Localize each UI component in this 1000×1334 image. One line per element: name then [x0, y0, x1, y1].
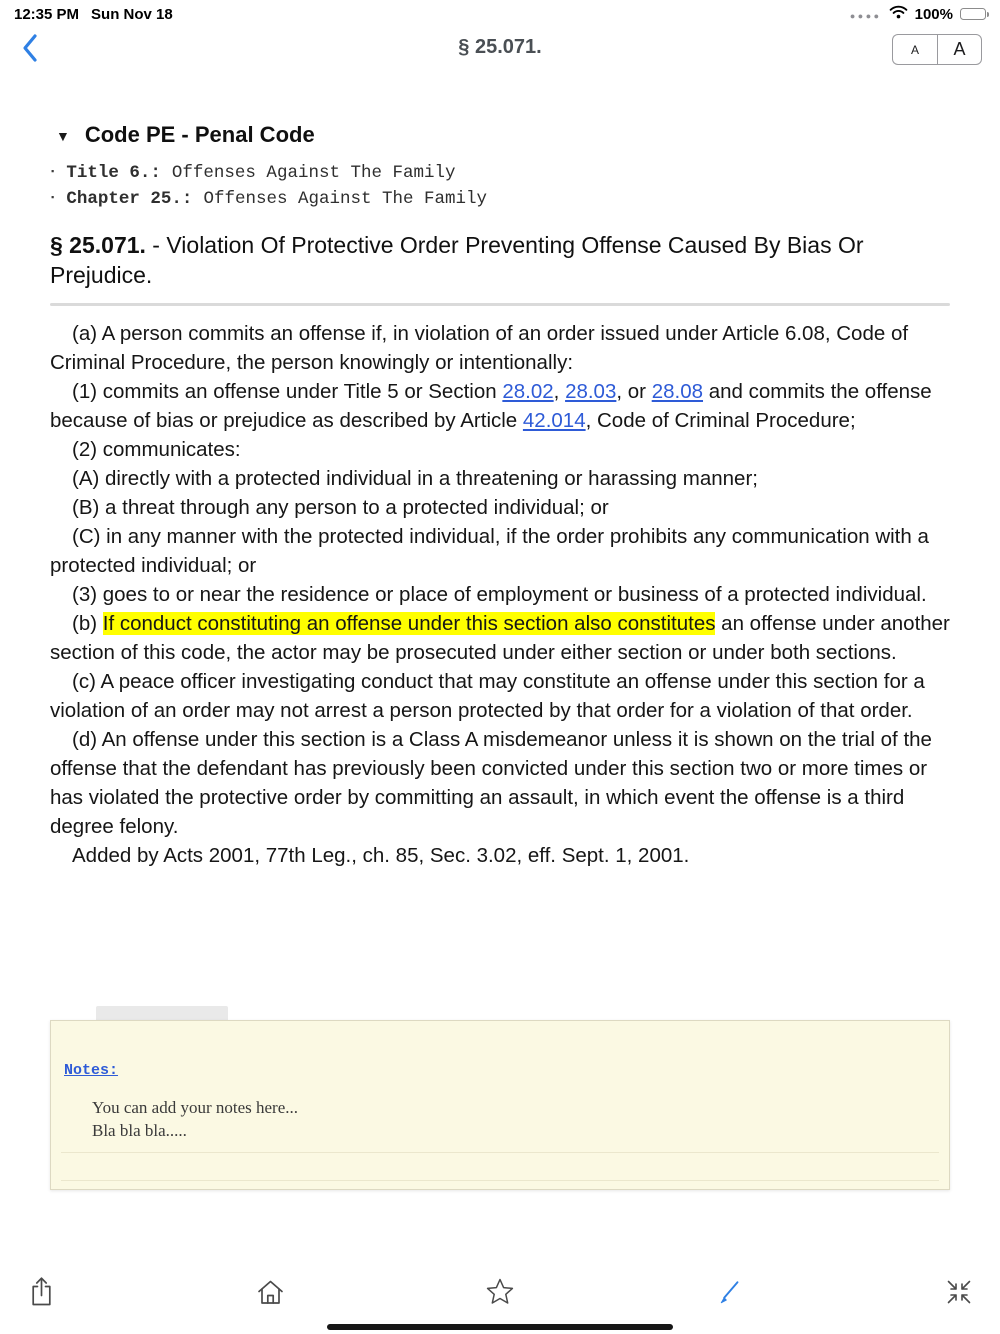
- bullet-icon: ▪: [50, 167, 56, 177]
- notes-lines: [92, 1096, 933, 1142]
- status-time: 12:35 PM: [14, 5, 80, 23]
- pen-icon: [717, 1279, 743, 1310]
- paragraph: [50, 377, 950, 435]
- star-icon: [485, 1277, 515, 1311]
- font-smaller-label: A: [910, 42, 919, 57]
- statute-link[interactable]: 42.014: [522, 409, 586, 432]
- paragraph: [50, 580, 950, 609]
- collapse-triangle-icon[interactable]: ▼: [56, 128, 70, 144]
- annotate-button[interactable]: [711, 1275, 749, 1313]
- notes-box[interactable]: [50, 1020, 950, 1190]
- back-button[interactable]: [12, 32, 46, 68]
- paragraph: [50, 725, 950, 841]
- collapse-button[interactable]: [940, 1275, 978, 1313]
- home-icon: [256, 1278, 285, 1311]
- document-view: [50, 122, 950, 1014]
- battery-percent: 100%: [914, 5, 953, 23]
- nav-bar: [0, 26, 1000, 90]
- note-line: You can add your notes here...: [92, 1098, 299, 1117]
- section-heading: [50, 230, 950, 290]
- bookmark-button[interactable]: [481, 1275, 519, 1313]
- breadcrumb-value: Offenses Against The Family: [171, 163, 456, 183]
- text-run: (a) A person commits an offense if, in violation of an order issued under Article 6.08, Code of Criminal Procedure, the person knowingly or intentionally:: [50, 322, 909, 374]
- status-right: [850, 5, 986, 23]
- document-body: [50, 319, 950, 870]
- status-date: Sun Nov 18: [91, 5, 173, 23]
- statute-link[interactable]: 28.03: [565, 380, 617, 403]
- font-larger-button[interactable]: [937, 34, 982, 65]
- section-title: - Violation Of Protective Order Preventing Offense Caused By Bias Or Prejudice.: [50, 232, 864, 288]
- text-run: (3) goes to or near the residence or place of employment or business of a protected individual.: [72, 583, 927, 606]
- wifi-icon: [889, 5, 908, 23]
- statute-link[interactable]: 28.02: [502, 380, 554, 403]
- breadcrumb[interactable]: [50, 187, 950, 213]
- battery-icon: [960, 8, 986, 21]
- text-run: (b): [72, 612, 103, 635]
- text-run: (A) directly with a protected individual in a threatening or harassing manner;: [72, 467, 758, 490]
- share-icon: [29, 1276, 54, 1312]
- font-smaller-button[interactable]: [892, 34, 937, 65]
- font-size-control: [892, 34, 982, 65]
- paragraph: [50, 435, 950, 464]
- home-button[interactable]: [252, 1275, 290, 1313]
- text-run: (c) A peace officer investigating conduct that may constitute an offense under this section for a violation of an order may not arrest a person protected by that order for a violation of that order.: [50, 670, 925, 722]
- text-run: (2) communicates:: [72, 438, 241, 461]
- text-run: and commits the offense because of bias or prejudice as described by Article: [50, 380, 932, 432]
- highlighted-text: If conduct constituting an offense under this section also constitutes: [102, 612, 716, 635]
- statute-link[interactable]: 28.08: [651, 380, 704, 403]
- notes-link[interactable]: Notes:: [64, 1062, 119, 1079]
- status-bar: [0, 0, 1000, 26]
- text-run: (1) commits an offense under Title 5 or Section: [72, 380, 503, 403]
- paragraph: [50, 841, 950, 870]
- text-run: (d) An offense under this section is a Class A misdemeanor unless it is shown on the trial of the offense that the defendant has previously been convicted under this section two or more times or has violated the protective order by committing an assault, in which event the offense is a third degree felony.: [50, 728, 932, 838]
- code-heading[interactable]: [56, 122, 950, 148]
- bullet-icon: ▪: [50, 193, 56, 203]
- code-heading-label: Code PE - Penal Code: [84, 122, 315, 147]
- breadcrumb[interactable]: [50, 161, 950, 187]
- text-run: ,: [553, 380, 566, 403]
- chevron-left-icon: [21, 33, 38, 68]
- notes-section: [50, 1020, 950, 1190]
- divider: [50, 303, 950, 306]
- note-line: Bla bla bla.....: [92, 1121, 187, 1140]
- paragraph: [50, 493, 950, 522]
- home-indicator[interactable]: [327, 1324, 673, 1330]
- note-rule: [61, 1180, 939, 1181]
- breadcrumb-label: Title 6.:: [66, 163, 161, 183]
- page-title: § 25.071.: [458, 36, 542, 58]
- breadcrumbs: [50, 161, 950, 213]
- breadcrumb-label: Chapter 25.:: [66, 189, 193, 209]
- paragraph: [50, 464, 950, 493]
- text-run: (B) a threat through any person to a protected individual; or: [72, 496, 609, 519]
- text-run: , Code of Criminal Procedure;: [585, 409, 856, 432]
- breadcrumb-value: Offenses Against The Family: [203, 189, 487, 209]
- share-button[interactable]: [22, 1275, 60, 1313]
- note-rule: [61, 1152, 939, 1153]
- text-run: (C) in any manner with the protected individual, if the order prohibits any communication with a protected individual; or: [50, 525, 929, 577]
- section-number: § 25.071.: [50, 232, 146, 258]
- cellular-signal-icon: ●●●●: [849, 11, 882, 21]
- paragraph: [50, 319, 950, 377]
- font-larger-label: A: [953, 39, 966, 59]
- collapse-arrows-icon: [946, 1279, 972, 1310]
- text-run: Added by Acts 2001, 77th Leg., ch. 85, Sec. 3.02, eff. Sept. 1, 2001.: [72, 844, 690, 867]
- paragraph: [50, 609, 950, 667]
- bottom-toolbar: [0, 1270, 1000, 1318]
- paragraph: [50, 522, 950, 580]
- text-run: an offense under another section of this code, the actor may be prosecuted under either section or under both sections.: [50, 612, 950, 664]
- status-left: [14, 6, 173, 23]
- text-run: , or: [616, 380, 652, 403]
- paragraph: [50, 667, 950, 725]
